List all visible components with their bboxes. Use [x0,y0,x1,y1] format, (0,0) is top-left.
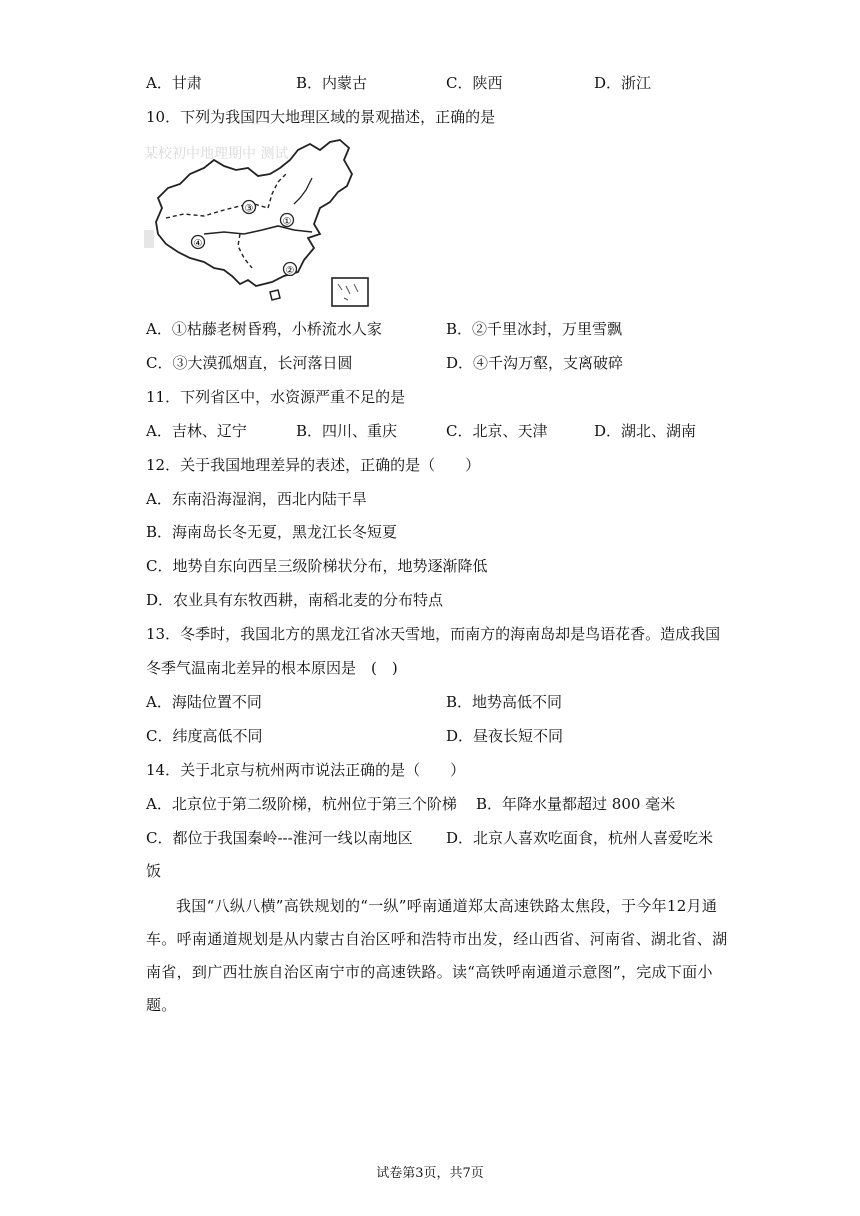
svg-text:②: ② [285,265,295,277]
q11-option-c: C．北京、天津 [446,422,548,440]
q11-option-d: D．湖北、湖南 [594,422,697,440]
q9-option-c: C．陕西 [446,74,503,92]
china-regions-map [144,134,376,310]
inset-islands [338,284,358,300]
q9-option-a: A．甘肃 [146,74,202,92]
marker-3 [243,201,256,215]
q14-option-d-continuation: 饭 [146,862,162,880]
q14-stem: 14．关于北京与杭州两市说法正确的是（ ） [146,761,466,779]
q11-stem: 11．下列省区中，水资源严重不足的是 [146,388,406,406]
marker-4 [192,236,205,250]
boundary-qinling-huaihe [204,226,312,234]
q13-option-b: B．地势高低不同 [446,693,563,711]
q12-stem: 12．关于我国地理差异的表述，正确的是（ ） [146,456,481,474]
q12-option-b: B．海南岛长冬无夏，黑龙江长冬短夏 [146,523,398,541]
reading-passage: 我国“八纵八横”高铁规划的“一纵”呼南通道郑太高速铁路太焦段，于今年12月通车。呼南通道规划是从内蒙古自治区呼和浩特市出发，经山西省、河南省、湖北省、湖南省，到广西壮族自治区南宁市的高速铁路。读“高铁呼南通道示意图”，完成下面小题。 [146,897,728,1014]
q10-option-b: B．②千里冰封，万里雪飘 [446,320,623,338]
q11-option-b: B．四川、重庆 [296,422,398,440]
boundary-tibet [238,234,252,268]
q9-option-d: D．浙江 [594,74,652,92]
hainan-island [270,290,280,300]
q13-stem-line1: 13．冬季时，我国北方的黑龙江省冰天雪地，而南方的海南岛却是鸟语花香。造成我国 [146,625,721,643]
svg-text:①: ① [282,216,292,228]
q10-option-c: C．③大漠孤烟直，长河落日圆 [146,354,353,372]
boundary-northeast [294,178,312,204]
q10-option-a: A．①枯藤老树昏鸦，小桥流水人家 [146,320,382,338]
q13-option-c: C．纬度高低不同 [146,727,263,745]
scan-smudge [144,230,154,248]
marker-2 [284,263,297,277]
q12-option-d: D．农业具有东牧西耕，南稻北麦的分布特点 [146,591,444,609]
q12-option-a: A．东南沿海湿润，西北内陆干旱 [146,490,367,508]
page-footer: 试卷第3页，共7页 [376,1166,484,1181]
south-china-sea-inset [332,278,368,306]
q9-option-b: B．内蒙古 [296,74,368,92]
svg-text:③: ③ [244,203,254,215]
map-faded-text: 某校初中地理期中 测试 [144,146,289,162]
q14-option-b: B．年降水量都超过 800 毫米 [476,795,676,813]
q11-option-a: A．吉林、辽宁 [146,422,247,440]
q10-stem: 10．下列为我国四大地理区域的景观描述，正确的是 [146,108,496,126]
svg-text:④: ④ [193,238,203,250]
q12-option-c: C．地势自东向西呈三级阶梯状分布，地势逐渐降低 [146,557,488,575]
q13-option-d: D．昼夜长短不同 [446,727,564,745]
q10-option-d: D．④千沟万壑，支离破碎 [446,354,624,372]
q13-option-a: A．海陆位置不同 [146,693,262,711]
q13-stem-line2: 冬季气温南北差异的根本原因是 ( ) [146,659,398,677]
q14-option-d: D．北京人喜欢吃面食，杭州人喜爱吃米 [446,829,714,847]
q14-option-a: A．北京位于第二级阶梯，杭州位于第三个阶梯 [146,795,457,813]
boundary-north-northwest [268,174,286,208]
marker-1 [281,214,294,228]
q14-option-c: C．都位于我国秦岭---淮河一线以南地区 [146,829,413,847]
